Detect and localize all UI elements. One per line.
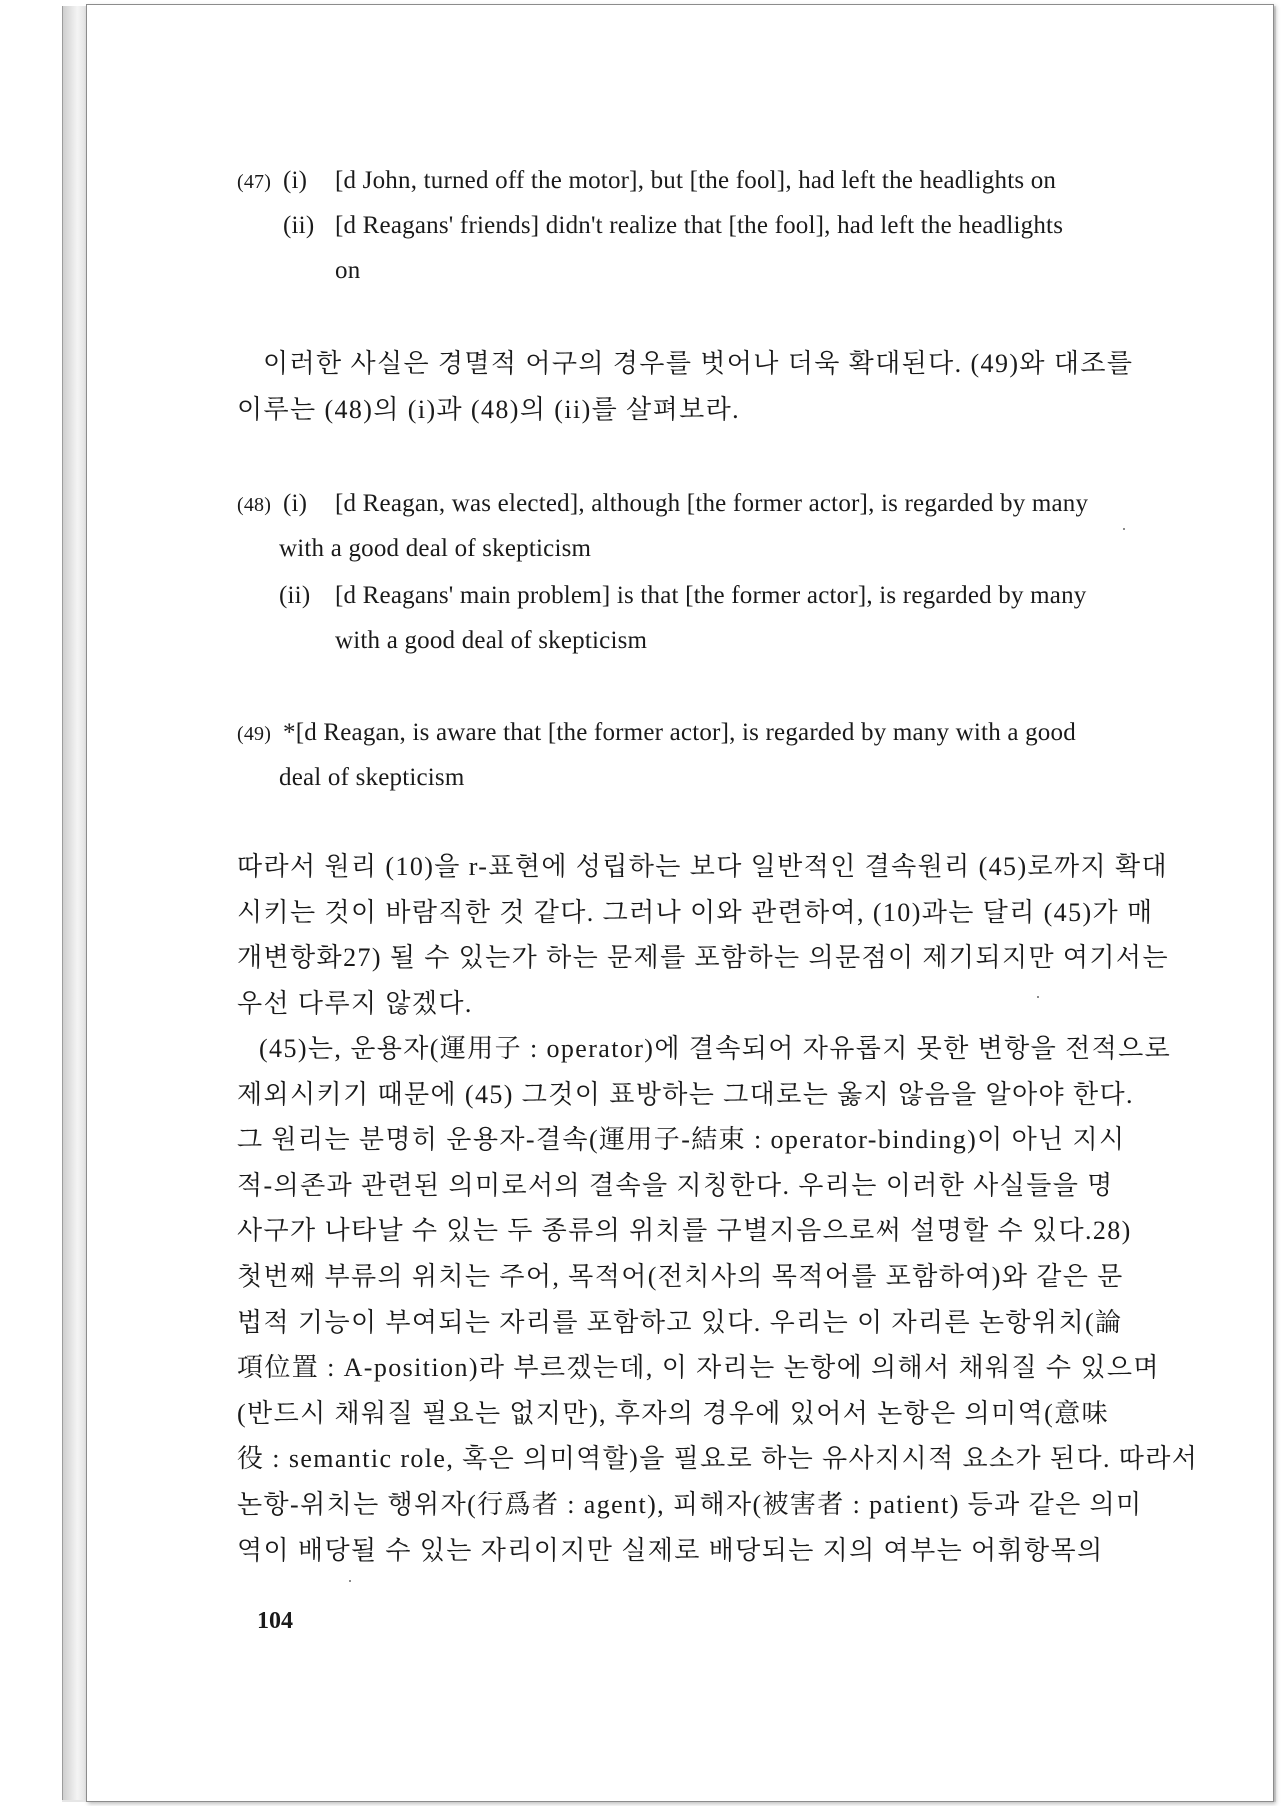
paragraph-1-line-2: 이루는 (48)의 (i)과 (48)의 (ii)를 살펴보라.: [237, 394, 741, 424]
paragraph-3-line: 사구가 나타날 수 있는 두 종류의 위치를 구별지음으로써 설명할 수 있다.28): [237, 1216, 1132, 1246]
example-48-number: (48): [237, 494, 272, 516]
example-47-i-label: (i): [283, 167, 308, 194]
paragraph-3-line: 제외시키기 때문에 (45) 그것이 표방하는 그대로는 옳지 않음을 알아야 한다.: [237, 1079, 1134, 1109]
page-number: 104: [257, 1608, 293, 1634]
example-48-i-line1: [d Reagan, was elected], although [the former actor], is regarded by many: [335, 490, 1089, 517]
paragraph-2-line: 따라서 원리 (10)을 r-표현에 성립하는 보다 일반적인 결속원리 (45)로까지 확대: [237, 852, 1168, 881]
example-48-ii-line1: [d Reagans' main problem] is that [the former actor], is regarded by many: [335, 582, 1087, 609]
scan-speck: [1037, 996, 1039, 998]
paragraph-3-line: 項位置 : A-position)라 부르겠는데, 이 자리는 논항에 의해서 채워질 수 있으며: [237, 1353, 1160, 1383]
paragraph-1-line-1: 이러한 사실은 경멸적 어구의 경우를 벗어나 더욱 확대된다. (49)와 대조를: [263, 349, 1134, 378]
book-spine: [62, 6, 89, 1800]
paragraph-2-line: 개변항화27) 될 수 있는가 하는 문제를 포함하는 의문점이 제기되지만 여기서는: [237, 943, 1169, 973]
example-48-i-label: (i): [283, 490, 308, 517]
paragraph-3-line: (반드시 채워질 필요는 없지만), 후자의 경우에 있어서 논항은 의미역(意味: [237, 1398, 1110, 1428]
paragraph-2-line: 우선 다루지 않겠다.: [237, 988, 473, 1018]
paragraph-3-line: 그 원리는 분명히 운용자-결속(運用子-結束 : operator-binding)이 아닌 지시: [237, 1125, 1126, 1155]
example-49-line1: *[d Reagan, is aware that [the former actor], is regarded by many with a good: [283, 719, 1076, 746]
example-49-number: (49): [237, 723, 272, 745]
example-48-ii-label: (ii): [279, 582, 311, 609]
paragraph-3: [237, 1026, 1217, 1573]
paragraph-3-line: 역이 배당될 수 있는 자리이지만 실제로 배당되는 지의 여부는 어휘항목의: [237, 1535, 1104, 1565]
example-48-ii-line2: with a good deal of skepticism: [335, 627, 648, 654]
paragraph-3-line: 적-의존과 관련된 의미로서의 결속을 지칭한다. 우리는 이러한 사실들을 명: [237, 1170, 1114, 1200]
scan-speck: [1123, 528, 1125, 530]
page-content: [87, 5, 1273, 1801]
example-48-i-line2: with a good deal of skepticism: [279, 535, 592, 562]
example-47-ii-label: (ii): [283, 212, 315, 239]
scan-speck: [349, 1580, 351, 1582]
book-page: [86, 4, 1274, 1802]
example-47-i-text: [d John, turned off the motor], but [the fool], had left the headlights on: [335, 167, 1057, 194]
example-49-line2: deal of skepticism: [279, 764, 465, 791]
paragraph-3-line: 법적 기능이 부여되는 자리를 포함하고 있다. 우리는 이 자리른 논항위치(論: [237, 1307, 1123, 1337]
example-47-ii-line1: [d Reagans' friends] didn't realize that [the fool], had left the headlights: [335, 212, 1064, 239]
paragraph-2-line: 시키는 것이 바람직한 것 같다. 그러나 이와 관련하여, (10)과는 달리 (45)가 매: [237, 897, 1154, 927]
paragraph-3-line: (45)는, 운용자(運用子 : operator)에 결속되어 자유롭지 못한 변항을 전적으로: [259, 1034, 1172, 1063]
paragraph-2: [237, 844, 1217, 1026]
paragraph-3-line: 첫번째 부류의 위치는 주어, 목적어(전치사의 목적어를 포함하여)와 같은 문: [237, 1261, 1124, 1291]
paragraph-3-line: 役 : semantic role, 혹은 의미역할)을 필요로 하는 유사지시적 요소가 된다. 따라서: [237, 1444, 1199, 1474]
paragraph-1: [237, 341, 1217, 432]
example-47-number: (47): [237, 171, 272, 193]
example-47-ii-line2: on: [335, 257, 361, 284]
paragraph-3-line: 논항-위치는 행위자(行爲者 : agent), 피해자(被害者 : patient) 등과 같은 의미: [237, 1489, 1143, 1519]
